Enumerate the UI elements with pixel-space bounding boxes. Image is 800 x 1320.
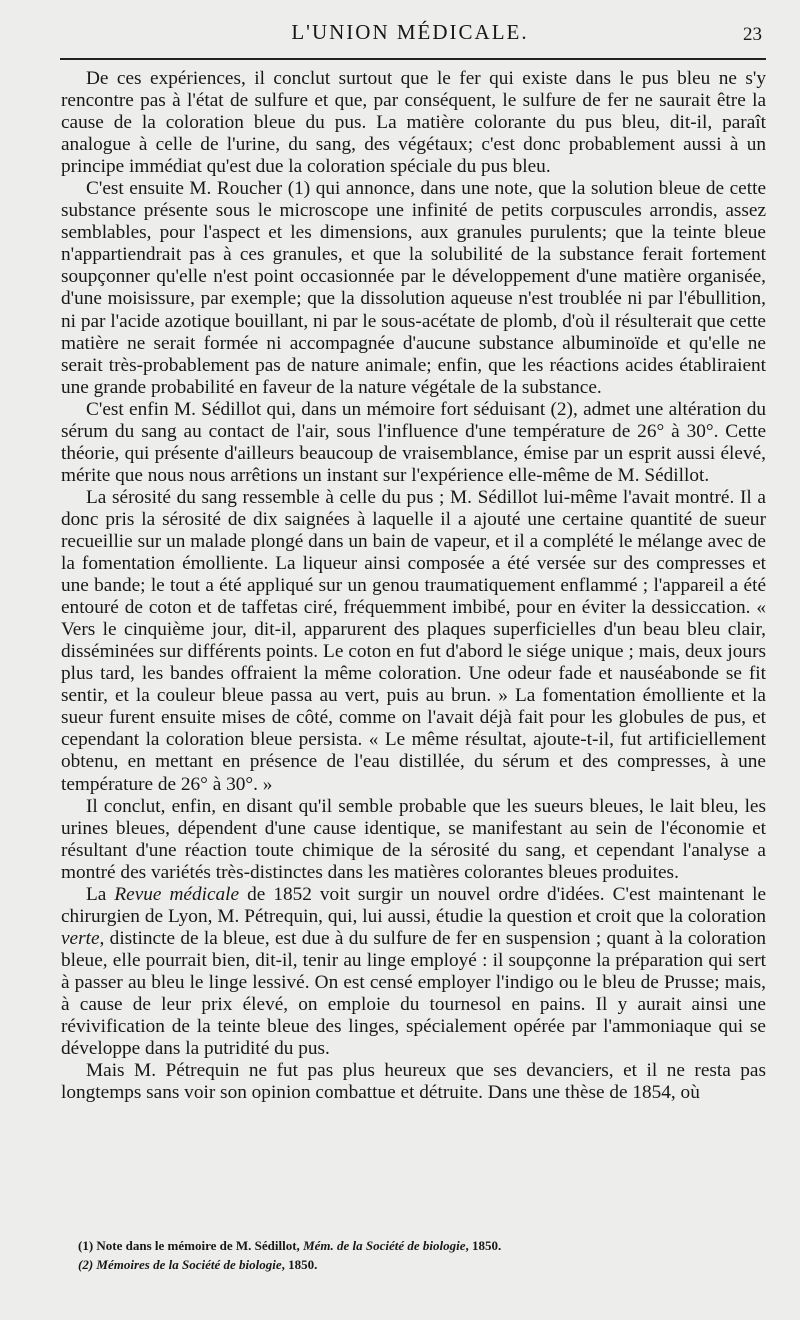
paragraph bbox=[61, 884, 766, 1060]
header-rule bbox=[60, 58, 766, 60]
footnote-text: (1) Note dans le mémoire de M. Sédillot, bbox=[78, 1238, 304, 1253]
paragraph: C'est ensuite M. Roucher (1) qui annonce, dans une note, que la solution bleue de cette substance présente sous le microscope une infinité de petits corpuscules arrondis, assez semblables, pour l'aspect et les dimensions, aux granules purulents; que la teinte bleue n'appartiendrait pas à ces granules, et que la solubilité de la substance ferait fortement soupçonner qu'elle n'est point occasionnée par le développement d'une matière organisée, d'une moisissure, par exemple; que la dissolution aqueuse n'est troublée ni par l'ébullition, ni par l'acide azotique bouillant, ni par le sous-acétate de plomb, d'où il résulterait que cette matière ne serait formée ni accompagnée d'aucune substance albuminoïde et qu'elle ne serait très-probablement pas de nature animale; enfin, que les réactions acides établiraient une grande probabilité en faveur de la nature végétale de la substance. bbox=[61, 178, 766, 398]
footnote-text: , 1850. bbox=[465, 1238, 502, 1253]
footnote-source: (2) Mémoires de la Société de biologie bbox=[78, 1257, 282, 1272]
text-run: La bbox=[86, 883, 115, 905]
page-number: 23 bbox=[743, 24, 762, 45]
footnotes bbox=[78, 1236, 768, 1274]
paragraph: Il conclut, enfin, en disant qu'il semble probable que les sueurs bleues, le lait bleu, les urines bleues, dépendent d'une cause identique, se manifestant au sein de l'économie et résultant d'une réaction toute chimique de la sérosité du sang, et cependant l'analyse a montré des variétés très-distinctes dans les matières colorantes bleues produites. bbox=[61, 795, 766, 883]
footnote-text: , 1850. bbox=[281, 1257, 318, 1272]
journal-title: Revue médicale bbox=[114, 883, 240, 905]
text-run: , distincte de la bleue, est due à du sulfure de fer en suspension ; quant à la coloration bleue, elle pourrait bien, dit-il, tenir au linge employé : il soupçonne la préparation qui sert à passer au bleu le linge lessivé. On est censé employer l'indigo ou le bleu de Prusse; mais, à cause de leur prix élevé, on emploie du tournesol en pains. Il y aurait ainsi une révivification de la teinte bleue des linges, spécialement opérée par l'ammoniaque qui se développe dans la putridité du pus. bbox=[61, 927, 766, 1060]
emphasis: verte bbox=[61, 927, 100, 949]
footnote-1 bbox=[78, 1236, 768, 1255]
text-run: de 1852 voit surgir un nouvel ordre d'idées. C'est maintenant le chirurgien de Lyon, M. Pétrequin, qui, lui aussi, étudie la question et croit que la coloration bbox=[61, 883, 766, 927]
paragraph: La sérosité du sang ressemble à celle du pus ; M. Sédillot lui-même l'avait montré. Il a donc pris la sérosité de dix saignées à laquelle il a ajouté une certaine quantité de sueur recueillie sur un malade plongé dans un bain de vapeur, et il a complété le mélange avec de la fomentation émolliente. La liqueur ainsi composée a été versée sur des compresses et une bande; le tout a été appliqué sur un genou traumatiquement enflammé ; l'appareil a été entouré de coton et de taffetas ciré, fréquemment imbibé, pour en éviter la dessiccation. « Vers le cinquième jour, dit-il, apparurent des plaques superficielles d'un beau bleu clair, disséminées sur différents points. Le coton en fut d'abord le siége unique ; mais, deux jours plus tard, les bandes offraient la même coloration. Une odeur fade et nauséabonde se fit sentir, et la couleur bleue passa au vert, puis au brun. » La fomentation émolliente et la sueur furent ensuite mises de côté, comme on l'avait déjà fait pour les globules de pus, et cependant la coloration bleue persista. « Le même résultat, ajoute-t-il, fut artificiellement obtenu, en mettant en présence de l'eau distillée, du sérum et des compresses, à une température de 26° à 30°. » bbox=[61, 486, 766, 795]
paragraph: Mais M. Pétrequin ne fut pas plus heureux que ses devanciers, et il ne resta pas longtemps sans voir son opinion combattue et détruite. Dans une thèse de 1854, où bbox=[61, 1060, 766, 1104]
footnote-source: Mém. de la Société de biologie bbox=[303, 1238, 466, 1253]
paragraph: De ces expériences, il conclut surtout que le fer qui existe dans le pus bleu ne s'y rencontre pas à l'état de sulfure et que, par conséquent, le sulfure de fer ne saurait être la cause de la coloration bleue du pus. La matière colorante du pus bleu, dit-il, paraît analogue à celle de l'urine, du sang, des végétaux; c'est donc probablement aussi à un principe immédiat qu'est due la coloration spéciale du pus bleu. bbox=[61, 68, 766, 178]
paragraph: C'est enfin M. Sédillot qui, dans un mémoire fort séduisant (2), admet une altération du sérum du sang au contact de l'air, sous l'influence d'une température de 26° à 30°. Cette théorie, qui présente d'ailleurs beaucoup de vraisemblance, émise par un esprit aussi élevé, mérite que nous nous arrêtions un instant sur l'expérience elle-même de M. Sédillot. bbox=[61, 398, 766, 486]
footnote-2 bbox=[78, 1255, 768, 1274]
page-header bbox=[60, 16, 760, 52]
body-text bbox=[61, 68, 766, 1104]
running-title: L'UNION MÉDICALE. bbox=[291, 20, 529, 44]
